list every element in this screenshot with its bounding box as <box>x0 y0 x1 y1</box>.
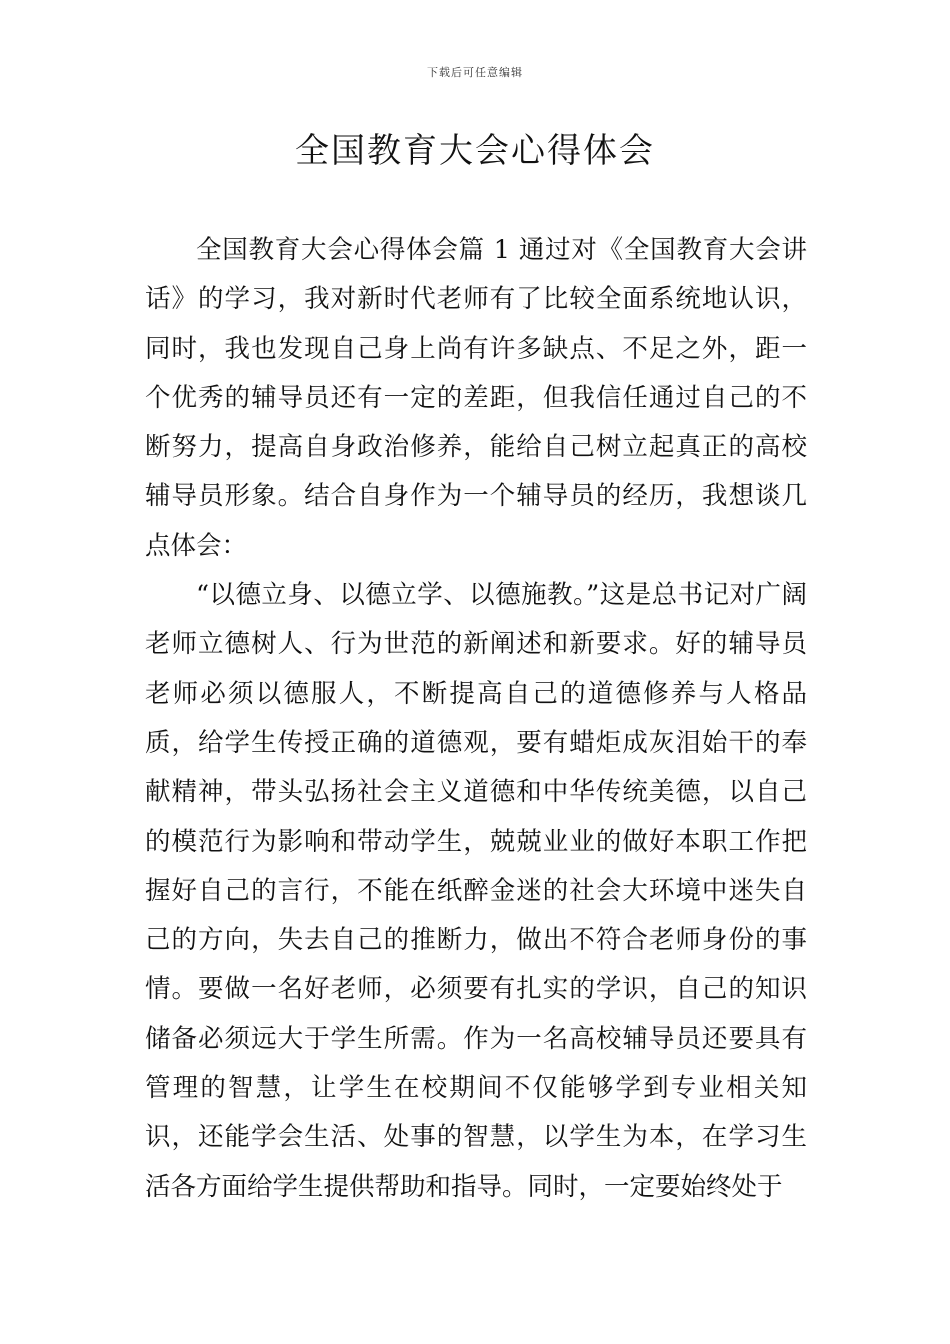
document-body <box>145 226 807 1212</box>
page-title: 全国教育大会心得体会 <box>295 131 655 171</box>
page-header-note: 下载后可任意编辑 <box>427 66 523 79</box>
paragraph-2: “以德立身、以德立学、以德施教。”这是总书记对广阔老师立德树人、行为世范的新阐述和新要求。好的辅导员老师必须以德服人，不断提高自己的道德修养与人格品质，给学生传授正确的道德观，要有蜡炬成灰泪始干的奉献精神，带头弘扬社会主义道德和中华传统美德，以自己的模范行为影响和带动学生，兢兢业业的做好本职工作把握好自己的言行，不能在纸醉金迷的社会大环境中迷失自己的方向，失去自己的推断力，做出不符合老师身份的事情。要做一名好老师，必须要有扎实的学识，自己的知识储备必须远大于学生所需。作为一名高校辅导员还要具有管理的智慧，让学生在校期间不仅能够学到专业相关知识，还能学会生活、处事的智慧，以学生为本，在学习生活各方面给学生提供帮助和指导。同时，一定要始终处于 <box>145 580 807 1202</box>
paragraph-1: 全国教育大会心得体会篇 1 通过对《全国教育大会讲话》的学习，我对新时代老师有了比较全面系统地认识，同时，我也发现自己身上尚有许多缺点、不足之外，距一个优秀的辅导员还有一定的差距，但我信任通过自己的不断努力，提高自身政治修养，能给自己树立起真正的高校辅导员形象。结合自身作为一个辅导员的经历，我想谈几点体会： <box>145 235 807 561</box>
